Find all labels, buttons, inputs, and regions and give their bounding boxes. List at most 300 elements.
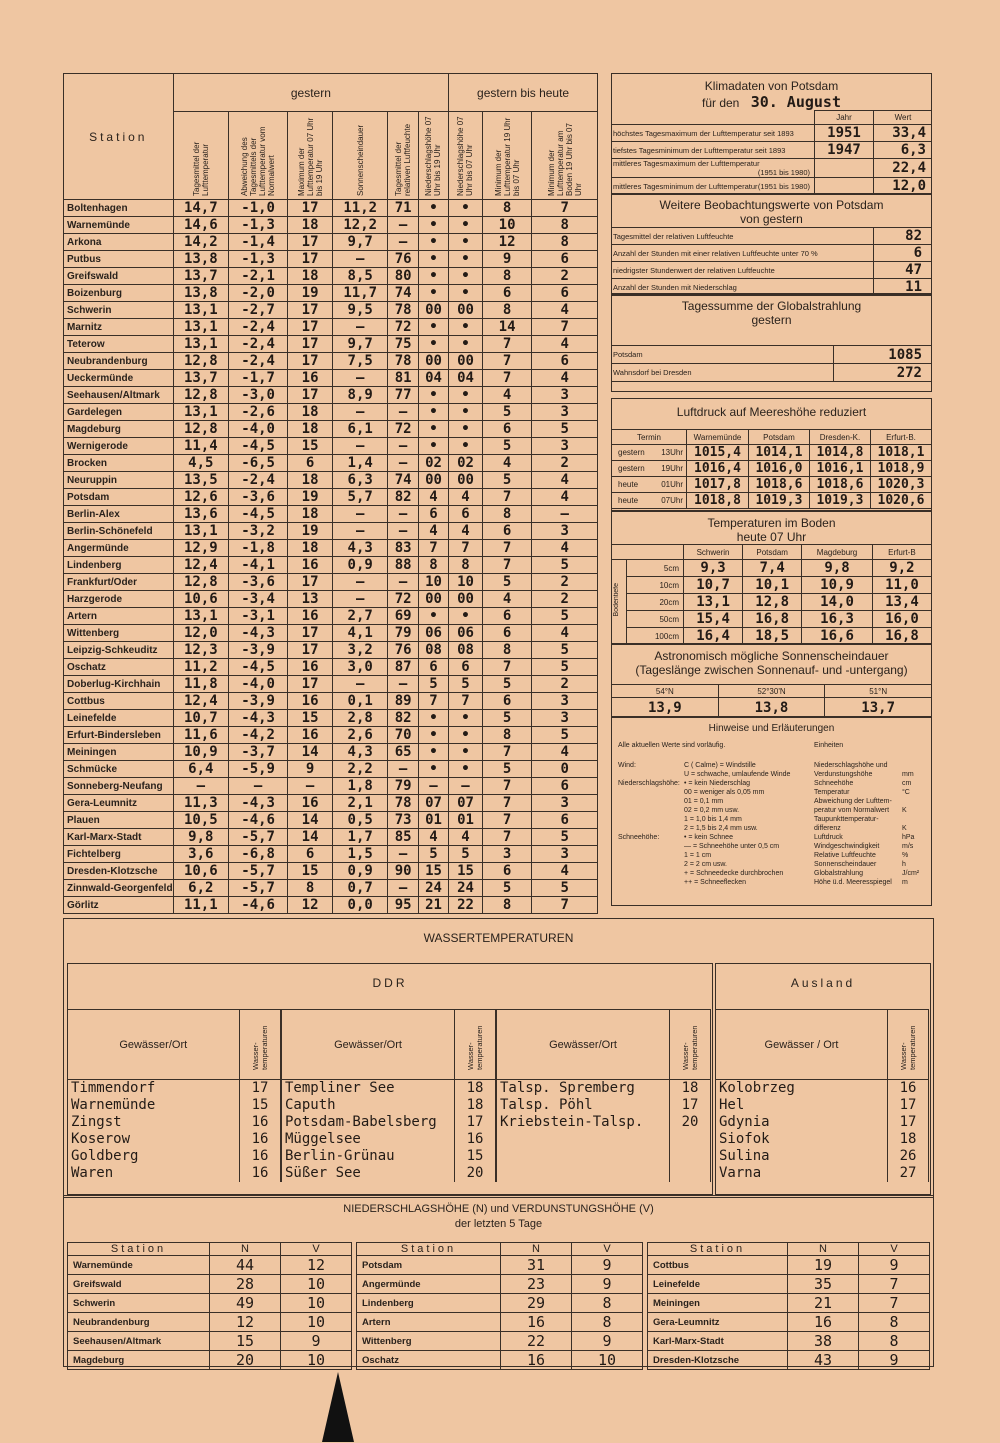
- wasser-col-ort: Gewässer/Ort: [497, 1010, 670, 1080]
- einheit-name: Niederschlagshöhe und: [814, 762, 888, 769]
- klima-wert: 12,0: [874, 178, 933, 195]
- cell: —: [288, 778, 333, 795]
- cell: 17: [288, 642, 333, 659]
- einheit-line: [814, 761, 926, 770]
- hinweis-line: [618, 770, 814, 779]
- niederschlag-v: 7: [859, 1294, 930, 1313]
- cell: 3,6: [173, 846, 229, 863]
- luftdruck-row: [612, 445, 932, 461]
- cell: —: [388, 404, 418, 421]
- cell: •: [449, 217, 483, 234]
- hinweis-text: 2 = 2 cm usw.: [684, 861, 727, 868]
- table-row: [64, 744, 598, 761]
- wasser-table: [281, 1009, 496, 1182]
- cell: •: [418, 710, 448, 727]
- wasser-row: [282, 1148, 496, 1165]
- cell: 17: [288, 625, 333, 642]
- wasser-temp: [670, 1131, 711, 1148]
- cell: 5,7: [332, 489, 388, 506]
- einheit-name: Temperatur: [814, 789, 850, 796]
- cell: 7: [482, 336, 532, 353]
- cell: 15: [418, 863, 448, 880]
- gestern-header: gestern: [173, 74, 449, 112]
- boden-value: 9,2: [872, 560, 931, 577]
- wasser-ort: Sulina: [716, 1148, 888, 1165]
- cell: •: [418, 387, 448, 404]
- sonne-header: 54°N: [612, 685, 719, 698]
- cell: 78: [388, 795, 418, 812]
- cell: 69: [388, 608, 418, 625]
- boden-value: 15,4: [684, 611, 743, 628]
- value-row: [611, 364, 932, 382]
- niederschlag-v: 10: [281, 1275, 352, 1294]
- cell: -4,3: [229, 795, 288, 812]
- klima-jahr: [815, 178, 874, 195]
- cell: 5: [482, 404, 532, 421]
- niederschlag-n: 22: [501, 1332, 572, 1351]
- cell: 12,8: [173, 421, 229, 438]
- sonnenschein-title: Astronomisch mögliche Sonnenscheindauer: [654, 649, 889, 663]
- einheit-unit: cm: [902, 780, 912, 787]
- wasser-row: [282, 1097, 496, 1114]
- cell: 10: [449, 574, 483, 591]
- station-name: Marnitz: [64, 319, 174, 336]
- wasser-temp: 18: [455, 1097, 496, 1114]
- cell: -3,9: [229, 693, 288, 710]
- station-name: Lindenberg: [64, 557, 174, 574]
- boden-value: 9,8: [802, 560, 873, 577]
- cell: 14: [288, 829, 333, 846]
- cell: —: [388, 523, 418, 540]
- cell: •: [418, 421, 448, 438]
- cell: -3,6: [229, 574, 288, 591]
- cell: 19: [288, 285, 333, 302]
- wasser-ort: Caputh: [282, 1097, 455, 1114]
- table-row: [64, 659, 598, 676]
- cell: •: [418, 251, 448, 268]
- niederschlag-station: Neubrandenburg: [68, 1313, 210, 1332]
- cell: 7: [482, 795, 532, 812]
- cell: 02: [449, 455, 483, 472]
- wasser-ort: Hel: [716, 1097, 888, 1114]
- boden-value: 16,4: [684, 628, 743, 645]
- cell: 6,3: [332, 472, 388, 489]
- einheit-line: [814, 878, 926, 887]
- klimadaten-box: [611, 73, 932, 195]
- cell: 00: [418, 302, 448, 319]
- wasser-ort: Müggelsee: [282, 1131, 455, 1148]
- cell: -6,8: [229, 846, 288, 863]
- wasser-ort: Talsp. Spremberg: [497, 1080, 670, 1097]
- wasser-temp: 27: [888, 1165, 929, 1182]
- niederschlag-n: 49: [210, 1294, 281, 1313]
- cell: 9,8: [173, 829, 229, 846]
- col-header-text: Tagesmittel der Lufttemperatur: [191, 141, 210, 196]
- luftdruck-value: 1018,1: [870, 445, 931, 461]
- cell: -2,6: [229, 404, 288, 421]
- wasser-row: [716, 1080, 929, 1097]
- table-row: [64, 897, 598, 914]
- hinweis-text: 1 = 1 cm: [684, 852, 712, 859]
- station-name: Karl-Marx-Stadt: [64, 829, 174, 846]
- einheit-name: Abweichung der Lufttem-: [814, 798, 892, 805]
- boden-row: [612, 611, 932, 628]
- wasser-table: [67, 1009, 281, 1182]
- cell: 07: [449, 795, 483, 812]
- wasser-temp: 17: [455, 1114, 496, 1131]
- cell: 4: [449, 829, 483, 846]
- ausland-label: Ausland: [790, 976, 856, 990]
- boden-header: Potsdam: [743, 545, 802, 560]
- wasser-col-ort: Gewässer / Ort: [716, 1010, 888, 1080]
- station-name: Artern: [64, 608, 174, 625]
- klima-jahr: 1947: [815, 142, 874, 159]
- cell: -5,7: [229, 880, 288, 897]
- cell: 8: [288, 880, 333, 897]
- col-n: N: [788, 1243, 859, 1256]
- station-name: Neuruppin: [64, 472, 174, 489]
- cell: 12,8: [173, 353, 229, 370]
- cell: 6: [418, 506, 448, 523]
- luftdruck-value: 1017,8: [687, 477, 749, 493]
- boden-row: [612, 560, 932, 577]
- wasser-temp: 16: [240, 1148, 281, 1165]
- table-row: [64, 523, 598, 540]
- klima-label: [611, 125, 815, 142]
- hinweis-text: ++ = Schneeflecken: [684, 879, 747, 886]
- cell: 13,1: [173, 302, 229, 319]
- cell: —: [332, 574, 388, 591]
- table-row: [64, 336, 598, 353]
- cell: 3: [532, 693, 598, 710]
- wasser-temp: 15: [240, 1097, 281, 1114]
- cell: •: [449, 268, 483, 285]
- cell: -2,0: [229, 285, 288, 302]
- cell: 8: [532, 217, 598, 234]
- station-name: Greifswald: [64, 268, 174, 285]
- einheit-unit: m: [902, 879, 908, 886]
- niederschlag-v: 10: [281, 1351, 352, 1370]
- cell: —: [332, 506, 388, 523]
- wasser-temp: 17: [888, 1097, 929, 1114]
- hinweis-line: [618, 869, 814, 878]
- cell: 7: [482, 489, 532, 506]
- cell: 12,8: [173, 574, 229, 591]
- niederschlag-subtitle: der letzten 5 Tage: [454, 1218, 543, 1230]
- cell: 5: [482, 676, 532, 693]
- niederschlag-station: Greifswald: [68, 1275, 210, 1294]
- cell: -1,0: [229, 200, 288, 217]
- cell: 4,3: [332, 540, 388, 557]
- niederschlag-v: 9: [859, 1256, 930, 1275]
- einheit-name: differenz: [814, 825, 841, 832]
- station-name: Brocken: [64, 455, 174, 472]
- table-row: [64, 557, 598, 574]
- table-row: [64, 676, 598, 693]
- cell: 5: [449, 846, 483, 863]
- cell: 15: [288, 710, 333, 727]
- wasser-temp: 17: [240, 1080, 281, 1097]
- niederschlag-n: 44: [210, 1256, 281, 1275]
- boden-value: 10,7: [684, 577, 743, 594]
- table-row: [64, 217, 598, 234]
- cell: 10,9: [173, 744, 229, 761]
- col-v: V: [859, 1243, 930, 1256]
- wasser-ort: Goldberg: [68, 1148, 240, 1165]
- boden-value: 16,6: [802, 628, 873, 645]
- row-label: niedrigster Stundenwert der relativen Luftfeuchte: [611, 262, 874, 279]
- einheit-line: [814, 851, 926, 860]
- wasser-temp-header: Wasser-temperaturen: [681, 1025, 699, 1070]
- luftdruck-row: [612, 461, 932, 477]
- table-row: [64, 591, 598, 608]
- col-wert: Wert: [874, 111, 933, 125]
- table-row: [64, 285, 598, 302]
- station-name: Gera-Leumnitz: [64, 795, 174, 812]
- cell: •: [449, 319, 483, 336]
- hinweise-title: Hinweise und Erläuterungen: [708, 723, 835, 734]
- weitere-title: Weitere Beobachtungswerte von Potsdam: [659, 198, 884, 212]
- cell: •: [418, 744, 448, 761]
- wasser-temp: 18: [670, 1080, 711, 1097]
- cell: 2: [532, 676, 598, 693]
- cell: -4,5: [229, 438, 288, 455]
- einheit-line: [814, 869, 926, 878]
- cell: -4,1: [229, 557, 288, 574]
- einheit-unit: %: [902, 852, 909, 859]
- niederschlag-row: [648, 1351, 930, 1370]
- cell: 6: [449, 659, 483, 676]
- einheit-line: [814, 833, 926, 842]
- table-row: [64, 829, 598, 846]
- cell: 00: [418, 353, 448, 370]
- station-name: Berlin-Schönefeld: [64, 523, 174, 540]
- niederschlag-row: [68, 1275, 352, 1294]
- einheit-name: peratur vom Normalwert: [814, 807, 890, 814]
- cell: -6,5: [229, 455, 288, 472]
- cell: 80: [388, 268, 418, 285]
- hinweise-right: [814, 761, 926, 887]
- klima-label-text: tiefstes Tagesminimum der Lufttemperatur seit 1893: [613, 145, 786, 155]
- niederschlag-n: 35: [788, 1275, 859, 1294]
- hinweise-box: [611, 716, 932, 906]
- cell: 4,1: [332, 625, 388, 642]
- wasser-row: [68, 1097, 281, 1114]
- boden-title: Temperaturen im Boden: [707, 516, 836, 530]
- niederschlag-n: 28: [210, 1275, 281, 1294]
- hinweis-text: 02 = 0,2 mm usw.: [684, 807, 740, 814]
- cell: 4: [449, 523, 483, 540]
- niederschlag-row: [68, 1351, 352, 1370]
- cell: 12,6: [173, 489, 229, 506]
- table-row: [64, 693, 598, 710]
- cell: •: [449, 744, 483, 761]
- termin-day: heute: [618, 496, 639, 505]
- termin-day: heute: [618, 480, 639, 489]
- cell: 13,1: [173, 608, 229, 625]
- station-name: Doberlug-Kirchhain: [64, 676, 174, 693]
- cell: 24: [449, 880, 483, 897]
- station-name: Potsdam: [64, 489, 174, 506]
- cell: 18: [288, 540, 333, 557]
- table-row: [64, 795, 598, 812]
- table-row: [64, 710, 598, 727]
- cell: 3: [532, 438, 598, 455]
- cell: •: [418, 285, 448, 302]
- cell: 21: [418, 897, 448, 914]
- row-value: 272: [834, 364, 933, 382]
- niederschlag-v: 9: [281, 1332, 352, 1351]
- cell: 5: [532, 608, 598, 625]
- table-row: [64, 353, 598, 370]
- station-table: [63, 73, 598, 914]
- table-row: [64, 625, 598, 642]
- cell: •: [449, 387, 483, 404]
- niederschlag-section: [63, 1195, 934, 1367]
- globalstrahlung-box: [611, 293, 932, 392]
- cell: 76: [388, 251, 418, 268]
- cell: 7: [482, 370, 532, 387]
- wasser-row: [716, 1114, 929, 1131]
- luftdruck-value: 1014,1: [748, 445, 809, 461]
- col-header-7: [482, 112, 532, 200]
- cell: 13,1: [173, 336, 229, 353]
- klima-wert: 33,4: [874, 125, 933, 142]
- niederschlag-n: 12: [210, 1313, 281, 1332]
- cell: •: [418, 217, 448, 234]
- table-row: [64, 302, 598, 319]
- cell: 7,5: [332, 353, 388, 370]
- cell: —: [332, 591, 388, 608]
- einheit-unit: J/cm²: [902, 870, 920, 877]
- cell: 3,0: [332, 659, 388, 676]
- luftdruck-box: [611, 398, 932, 512]
- luftdruck-title: Luftdruck auf Meereshöhe reduziert: [676, 405, 867, 419]
- cell: 12,9: [173, 540, 229, 557]
- cell: 11,4: [173, 438, 229, 455]
- klima-jahr: 1951: [815, 125, 874, 142]
- cell: 2,7: [332, 608, 388, 625]
- hinweis-line: [618, 851, 814, 860]
- cell: 16: [288, 693, 333, 710]
- col-header-text: Maximum der Lufttemperatur 07 Uhr bis 19 Uhr: [296, 117, 324, 196]
- station-name: Plauen: [64, 812, 174, 829]
- cell: 79: [388, 778, 418, 795]
- cell: -4,3: [229, 625, 288, 642]
- hinweise-left: [618, 761, 814, 887]
- einheit-unit: hPa: [902, 834, 915, 841]
- wasser-ort: Kolobrzeg: [716, 1080, 888, 1097]
- boden-header: Magdeburg: [802, 545, 873, 560]
- cell: 5: [532, 421, 598, 438]
- cell: 3,2: [332, 642, 388, 659]
- wasser-temp: 20: [670, 1114, 711, 1131]
- cell: 13: [288, 591, 333, 608]
- wasser-col-temp: [670, 1010, 711, 1080]
- wasser-row: [68, 1114, 281, 1131]
- station-name: Neubrandenburg: [64, 353, 174, 370]
- cell: -1,7: [229, 370, 288, 387]
- station-name: Schmücke: [64, 761, 174, 778]
- niederschlag-v: 10: [572, 1351, 643, 1370]
- cell: 10,7: [173, 710, 229, 727]
- einheit-line: [814, 824, 926, 833]
- wasser-row: [716, 1131, 929, 1148]
- cell: 14,2: [173, 234, 229, 251]
- cell: 0,0: [332, 897, 388, 914]
- cell: 4: [482, 387, 532, 404]
- niederschlag-n: 38: [788, 1332, 859, 1351]
- row-value: 1085: [834, 346, 933, 364]
- gestern-bis-heute-header: gestern bis heute: [449, 74, 598, 112]
- einheit-unit: h: [902, 861, 906, 868]
- table-row: [64, 370, 598, 387]
- boden-depth: 5cm: [627, 560, 684, 577]
- col-station: Station: [68, 1243, 210, 1256]
- boden-value: 16,8: [872, 628, 931, 645]
- cell: 2: [532, 591, 598, 608]
- klimadaten-table: [611, 110, 932, 195]
- wasser-temp: 20: [455, 1165, 496, 1182]
- luftdruck-value: 1019,3: [809, 493, 870, 509]
- wasser-temp: 26: [888, 1148, 929, 1165]
- cell: 0,5: [332, 812, 388, 829]
- hinweis-text: U = schwache, umlaufende Winde: [684, 771, 791, 778]
- niederschlag-station: Gera-Leumnitz: [648, 1313, 788, 1332]
- klima-period: (1951 bis 1980): [757, 181, 810, 191]
- weitere-table: [611, 227, 932, 296]
- cell: 8: [482, 642, 532, 659]
- boden-header: Erfurt-B: [872, 545, 931, 560]
- cell: 7: [482, 540, 532, 557]
- cell: •: [449, 336, 483, 353]
- col-header-text: Niederschlagshöhe 07 Uhr bis 07 Uhr: [456, 116, 475, 196]
- station-name: Angermünde: [64, 540, 174, 557]
- col-station: Station: [357, 1243, 501, 1256]
- cell: 17: [288, 676, 333, 693]
- wasser-temp: 18: [455, 1080, 496, 1097]
- niederschlag-n: 19: [788, 1256, 859, 1275]
- einheit-line: [814, 860, 926, 869]
- niederschlag-row: [648, 1256, 930, 1275]
- cell: 13,8: [173, 251, 229, 268]
- cell: 5: [532, 829, 598, 846]
- termin-day: gestern: [618, 464, 645, 473]
- cell: -3,7: [229, 744, 288, 761]
- cell: 12,2: [332, 217, 388, 234]
- cell: 17: [288, 302, 333, 319]
- table-row: [64, 438, 598, 455]
- cell: 01: [449, 812, 483, 829]
- cell: •: [449, 727, 483, 744]
- cell: 16: [288, 659, 333, 676]
- niederschlag-n: 31: [501, 1256, 572, 1275]
- cell: 2,2: [332, 761, 388, 778]
- einheit-line: [814, 806, 926, 815]
- niederschlag-station: Oschatz: [357, 1351, 501, 1370]
- boden-table: [611, 544, 932, 645]
- cell: 18: [288, 472, 333, 489]
- cell: 11,6: [173, 727, 229, 744]
- weitere-subtitle: von gestern: [740, 212, 803, 226]
- hinweis-text: 00 = weniger als 0,05 mm: [684, 789, 765, 796]
- cell: -1,3: [229, 217, 288, 234]
- wasser-ort: Templiner See: [282, 1080, 455, 1097]
- station-name: Boizenburg: [64, 285, 174, 302]
- wasser-row: [497, 1131, 711, 1148]
- cell: 16: [288, 370, 333, 387]
- luftdruck-value: 1018,6: [748, 477, 809, 493]
